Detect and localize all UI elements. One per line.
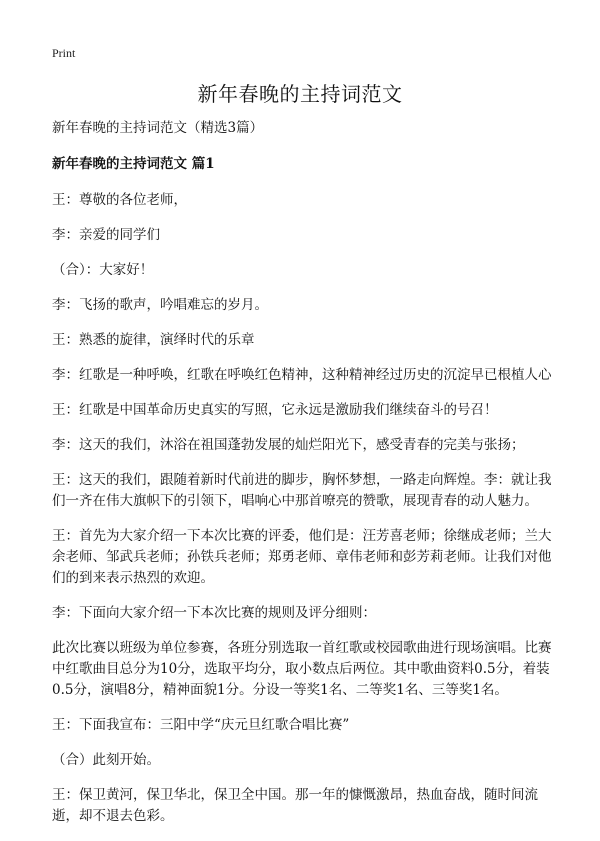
paragraph: 王：这天的我们，跟随着新时代前进的脚步，胸怀梦想，一路走向辉煌。李：就让我们一齐在伟大旗帜下的引领下，唱响心中那首嘹亮的赞歌，展现青春的动人魅力。 <box>52 472 552 509</box>
paragraph: 王：下面我宣布：三阳中学“庆元旦红歌合唱比赛” <box>52 717 350 733</box>
paragraph: 王：红歌是中国革命历史真实的写照，它永远是激励我们继续奋斗的号召！ <box>52 402 498 418</box>
paragraph: 李：亲爱的同学们 <box>52 227 160 243</box>
paragraph: （合）：大家好！ <box>52 262 154 278</box>
section-heading: 新年春晚的主持词范文 篇1 <box>52 156 215 172</box>
paragraph: 李：下面向大家介绍一下本次比赛的规则及评分细则： <box>52 605 376 621</box>
paragraph: 李：这天的我们，沐浴在祖国蓬勃发展的灿烂阳光下，感受青春的完美与张扬； <box>52 437 525 453</box>
print-link[interactable]: Print <box>52 46 76 60</box>
document-body <box>52 118 552 841</box>
paragraph: 此次比赛以班级为单位参赛，各班分别选取一首红歌或校园歌曲进行现场演唱。比赛中红歌曲目总分为10分，选取平均分，取小数点后两位。其中歌曲资料0.5分，着装0.5分，演唱8分，精神面貌1分。分设一等奖1名、二等奖1名、三等奖1名。 <box>52 640 552 698</box>
page-title: 新年春晚的主持词范文 <box>197 82 403 106</box>
paragraph: 李：红歌是一种呼唤，红歌在呼唤红色精神，这种精神经过历史的沉淀早已根植人心 <box>52 367 552 383</box>
paragraph: 李：飞扬的歌声，吟唱难忘的岁月。 <box>52 297 268 313</box>
paragraph: 王：保卫黄河，保卫华北，保卫全中国。那一年的慷慨激昂，热血奋战，随时间流逝，却不退去色彩。 <box>52 787 538 824</box>
paragraph: 王：熟悉的旋律，演绎时代的乐章 <box>52 332 255 348</box>
paragraph: 王：首先为大家介绍一下本次比赛的评委，他们是：汪芳喜老师；徐继成老师；兰大余老师、邹武兵老师；孙铁兵老师；郑勇老师、章伟老师和彭芳莉老师。让我们对他们的到来表示热烈的欢迎。 <box>52 528 552 586</box>
paragraph: 王：尊敬的各位老师， <box>52 192 187 208</box>
paragraph: （合）此刻开始。 <box>52 752 160 768</box>
document-subtitle: 新年春晚的主持词范文（精选3篇） <box>52 120 264 136</box>
